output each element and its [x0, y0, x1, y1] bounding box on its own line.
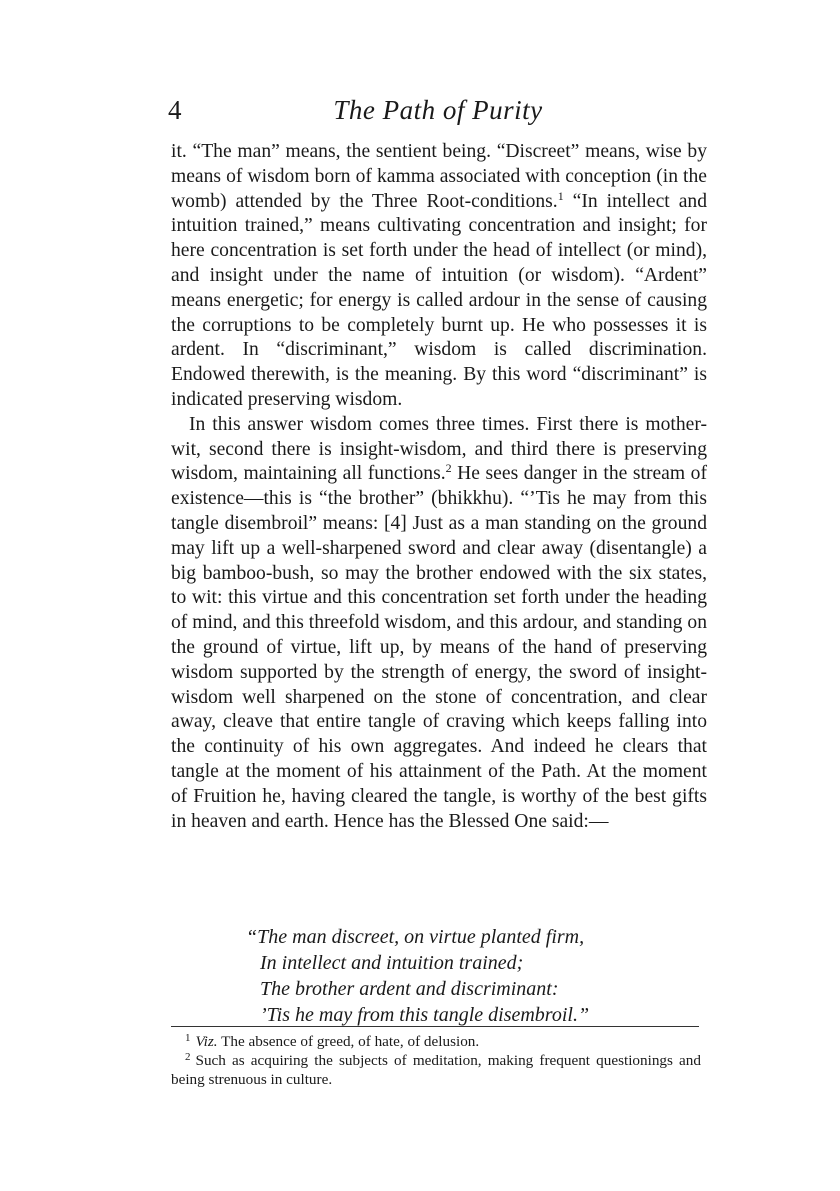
- running-title: The Path of Purity: [333, 95, 543, 125]
- footnote-2-text: Such as acquiring the subjects of meditation, making frequent questionings and being strenuous in culture.: [171, 1052, 701, 1088]
- paragraph-1-text-a: it. “The man” means, the sentient being. “Discreet” means, wise by means of wisdom born of kamma associated with conception (in the womb) attended by the Three Root-conditions.: [171, 141, 707, 212]
- verse-quotation: [246, 924, 706, 1028]
- footnote-1: [171, 1032, 701, 1051]
- footnote-2: [171, 1051, 701, 1089]
- verse-line-2: In intellect and intuition trained;: [260, 952, 524, 974]
- footnote-1-mark: 1: [185, 1032, 191, 1044]
- body-text: [171, 140, 707, 834]
- paragraph-1-text-b: “In intellect and intuition trained,” means cultivating concentration and insight; for here concentration is set forth under the head of intellect (or mind), and insight under the name of intuition (or wisdom). “Ardent” means energetic; for energy is called ardour in the sense of causing the corruptions to be completely burnt up. He who possesses it is ardent. In “discriminant,” wisdom is called discrimination. Endowed therewith, is the meaning. By this word “discriminant” is indicated preserving wisdom.: [171, 190, 707, 410]
- paragraph-2-text-a: In this answer wisdom comes three times. First there is mother-wit, second there is insight-wisdom, and third there is preserving wisdom, maintaining all functions.: [171, 413, 707, 485]
- verse-line-4: ’Tis he may from this tangle disembroil.”: [260, 1004, 590, 1026]
- running-head: [168, 92, 708, 132]
- footnote-divider: [171, 1026, 699, 1027]
- page-number: 4: [168, 95, 182, 125]
- footnote-ref-2: 2: [445, 461, 452, 476]
- footnote-2-mark: 2: [185, 1051, 191, 1063]
- paragraph-2-text-b: He sees danger in the stream of existence—this is “the brother” (bhikkhu). “’Tis he may from this tangle disembroil” means: [4] Just as a man standing on the ground may lift up a well-sharpened sword and clear away (disentangle) a big bamboo-bush, so may the brother endowed with the six states, to wit: this virtue and this concentration set forth under the heading of mind, and this threefold wisdom, and this ardour, and standing on the ground of virtue, lift up, by means of the hand of preserving wisdom supported by the strength of energy, the sword of insight-wisdom well sharpened on the stone of concentration, and clear away, cleave that entire tangle of craving which keeps falling into the continuity of his own aggregates. And indeed he clears that tangle at the moment of his attainment of the Path. At the moment of Fruition he, having cleared the tangle, is worthy of the best gifts in heaven and earth. Hence has the Blessed One said:—: [171, 463, 707, 832]
- paragraph-1: [171, 140, 707, 413]
- footnote-1-lead: Viz.: [195, 1033, 218, 1050]
- paragraph-2: [171, 413, 707, 835]
- verse-line-1: “The man discreet, on virtue planted firm,: [246, 926, 585, 948]
- footnote-ref-1: 1: [557, 188, 564, 203]
- footnote-1-text: The absence of greed, of hate, of delusion.: [217, 1033, 480, 1050]
- verse-line-3: The brother ardent and discriminant:: [260, 978, 559, 1000]
- footnotes: [171, 1032, 701, 1089]
